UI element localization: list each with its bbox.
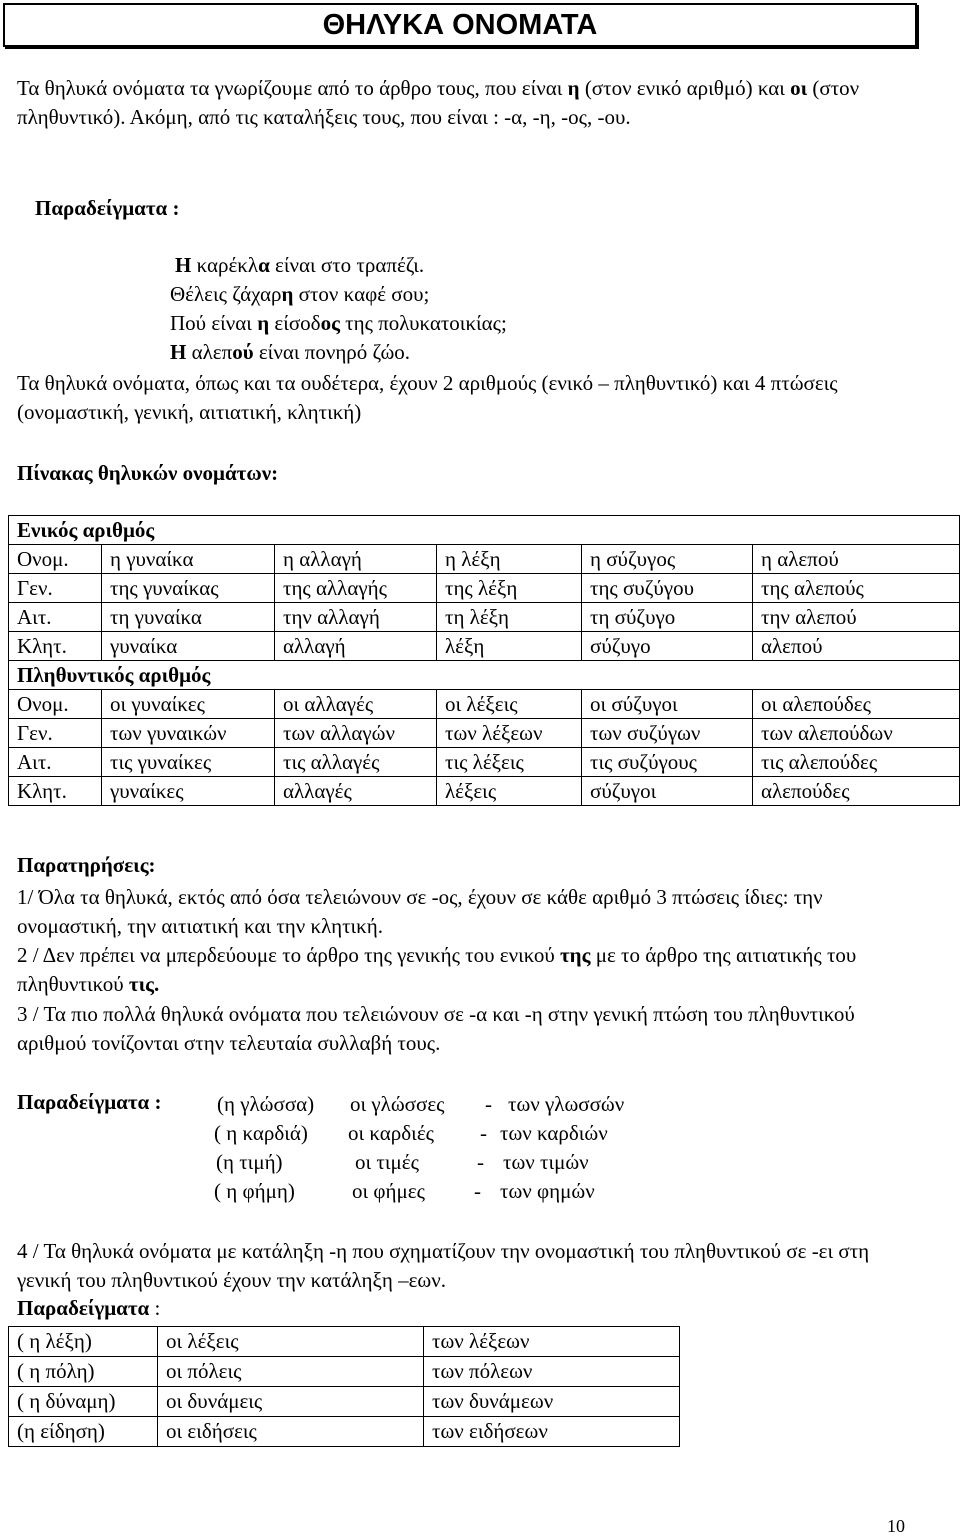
examples-heading: Παραδείγματα : xyxy=(35,196,180,220)
plural-header-row xyxy=(9,661,960,690)
note-4: 4 / Τα θηλυκά ονόματα με κατάληξη -η που σχηματίζουν την ονομαστική του πληθυντικού σε -ει στη γενική του πληθυντικού έχουν την κατάληξη –εων. xyxy=(17,1239,870,1292)
singular-label: Ενικός αριθμός xyxy=(9,516,960,545)
list-item: ( η καρδιά) οι καρδιές - των καρδιών xyxy=(214,1121,608,1145)
list-item: ( η φήμη) οι φήμες - των φημών xyxy=(214,1179,595,1203)
note-3: 3 / Τα πιο πολλά θηλυκά ονόματα που τελειώνουν σε -α και -η στην γενική πτώση του πληθυντικού αριθμού τονίζονται στην τελευταία συλλαβή τους. xyxy=(17,1002,855,1055)
table-row: Αιτ. τις γυναίκες τις αλλαγές τις λέξεις τις συζύγους τις αλεπούδες xyxy=(9,748,960,777)
table-row: Αιτ. τη γυναίκα την αλλαγή τη λέξη τη σύζυγο την αλεπού xyxy=(9,603,960,632)
example-sentence-4: Η αλεπού είναι πονηρό ζώο. xyxy=(170,340,411,364)
table-heading: Πίνακας θηλυκών ονομάτων: xyxy=(17,461,279,485)
table-row: Ονομ. η γυναίκα η αλλαγή η λέξη η σύζυγος η αλεπού xyxy=(9,545,960,574)
table-row: (η είδηση) οι ειδήσεις των ειδήσεων xyxy=(9,1417,680,1447)
table-row: ( η πόλη) οι πόλεις των πόλεων xyxy=(9,1357,680,1387)
declension-table xyxy=(8,515,960,806)
table-row: Ονομ. οι γυναίκες οι αλλαγές οι λέξεις οι σύζυγοι οι αλεπούδες xyxy=(9,690,960,719)
table-row: Γεν. των γυναικών των αλλαγών των λέξεων των συζύγων των αλεπούδων xyxy=(9,719,960,748)
numbers-cases-paragraph: Τα θηλυκά ονόματα, όπως και τα ουδέτερα, έχουν 2 αριθμούς (ενικό – πληθυντικό) και 4 πτώσεις (ονομαστική, γενική, αιτιατική, κλητική) xyxy=(17,371,838,424)
list-item: (η τιμή) οι τιμές - των τιμών xyxy=(216,1150,589,1174)
example-sentence-3: Πού είναι η είσοδος της πολυκατοικίας; xyxy=(170,311,507,335)
page-number: 10 xyxy=(887,1516,905,1536)
note-2: 2 / Δεν πρέπει να μπερδεύουμε το άρθρο της γενικής του ενικού της με το άρθρο της αιτιατικής του πληθυντικού τις. xyxy=(17,943,857,996)
examples2-heading: Παραδείγματα : xyxy=(17,1090,162,1114)
note-1: 1/ Όλα τα θηλυκά, εκτός από όσα τελειώνουν σε -ος, έχουν σε κάθε αριθμό 3 πτώσεις ίδιες: την ονομαστική, την αιτιατική και την κλητική. xyxy=(17,885,823,938)
table-row: ( η δύναμη) οι δυνάμεις των δυνάμεων xyxy=(9,1387,680,1417)
table-row: Κλητ. γυναίκα αλλαγή λέξη σύζυγο αλεπού xyxy=(9,632,960,661)
examples3-heading: Παραδείγματα : xyxy=(17,1296,161,1320)
table-row: Γεν. της γυναίκας της αλλαγής της λέξη της συζύγου της αλεπούς xyxy=(9,574,960,603)
table-row: ( η λέξη) οι λέξεις των λέξεων xyxy=(9,1327,680,1357)
plural-label: Πληθυντικός αριθμός xyxy=(9,661,960,690)
example-sentence-1: Η καρέκλα είναι στο τραπέζι. xyxy=(175,253,425,277)
intro-paragraph: Τα θηλυκά ονόματα τα γνωρίζουμε από το άρθρο τους, που είναι η (στον ενικό αριθμό) και οι (στον πληθυντικό). Ακόμη, από τις καταλήξεις τους, που είναι : -α, -η, -ος, -ου. xyxy=(17,76,860,129)
list-item: (η γλώσσα) οι γλώσσες - των γλωσσών xyxy=(217,1092,625,1116)
table-row: Κλητ. γυναίκες αλλαγές λέξεις σύζυγοι αλεπούδες xyxy=(9,777,960,806)
singular-header-row xyxy=(9,516,960,545)
example-sentence-2: Θέλεις ζάχαρη στον καφέ σου; xyxy=(170,282,430,306)
notes-heading: Παρατηρήσεις: xyxy=(17,853,156,877)
page-title: ΘΗΛΥΚΑ ΟΝΟΜΑΤΑ xyxy=(3,3,917,47)
ie-endings-table xyxy=(8,1326,680,1447)
